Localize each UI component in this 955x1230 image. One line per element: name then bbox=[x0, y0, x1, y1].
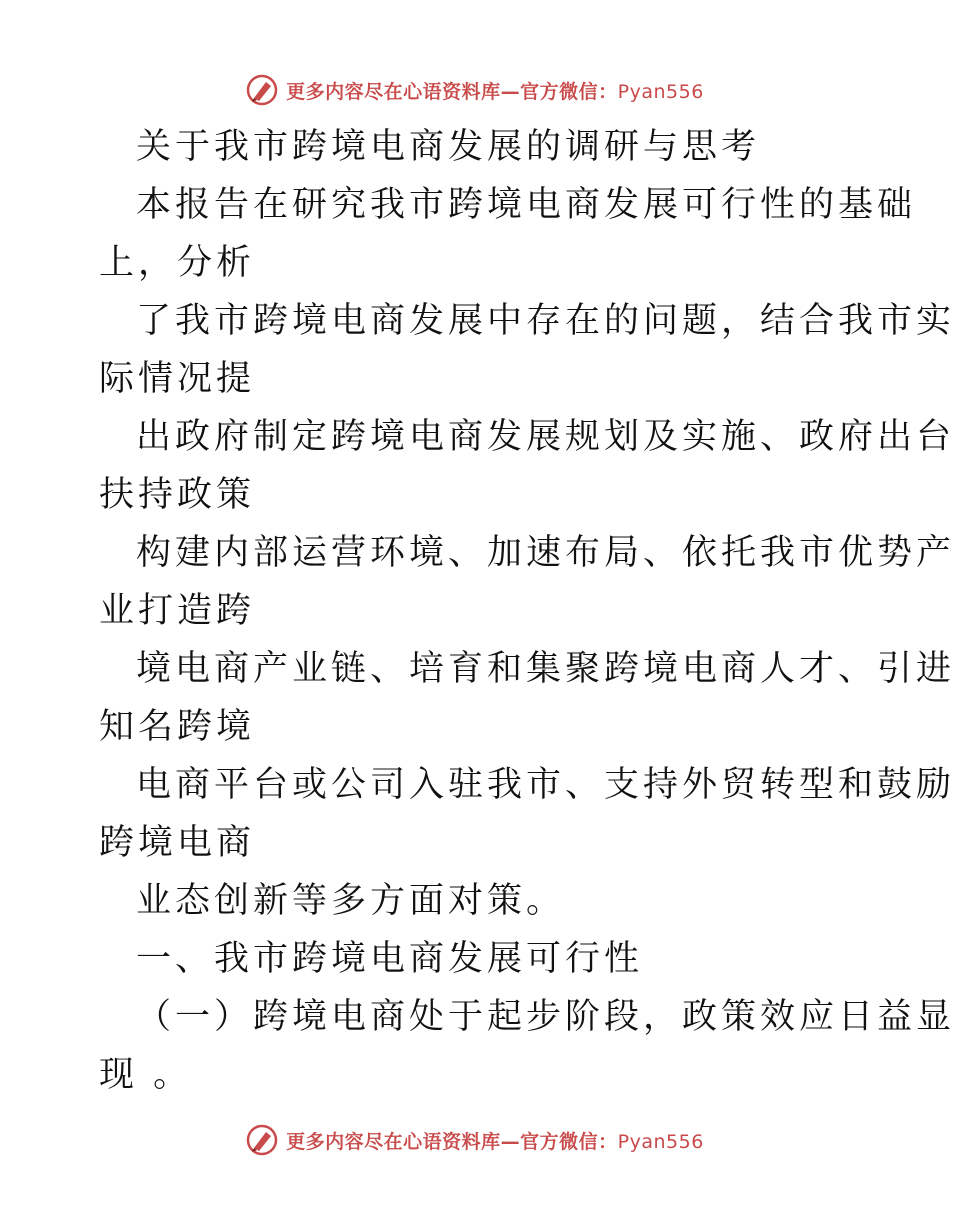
document-line: （一）跨境电商处于起步阶段，政策效应日益显 bbox=[136, 997, 955, 1037]
document-line: 电商平台或公司入驻我市、支持外贸转型和鼓励 bbox=[136, 765, 955, 805]
watermark-text: 更多内容尽在心语资料库—官方微信：Pyan556 bbox=[286, 80, 704, 103]
document-line: 构建内部运营环境、加速布局、依托我市优势产 bbox=[136, 533, 955, 573]
document-line: 出政府制定跨境电商发展规划及实施、政府出台 bbox=[136, 417, 955, 457]
footer-watermark bbox=[0, 1120, 950, 1160]
document-line: 一、我市跨境电商发展可行性 bbox=[136, 939, 644, 979]
document-line: 跨境电商 bbox=[99, 823, 256, 863]
document-line: 本报告在研究我市跨境电商发展可行性的基础 bbox=[136, 185, 917, 225]
header-watermark bbox=[0, 70, 950, 110]
document-line: 境电商产业链、培育和集聚跨境电商人才、引进 bbox=[136, 649, 955, 689]
document-line: 了我市跨境电商发展中存在的问题，结合我市实 bbox=[136, 301, 955, 341]
pen-logo-icon bbox=[246, 74, 278, 106]
pen-logo-icon bbox=[246, 1124, 278, 1156]
document-line: 业态创新等多方面对策。 bbox=[136, 881, 566, 921]
document-line: 现 。 bbox=[99, 1055, 193, 1095]
document-line: 知名跨境 bbox=[99, 707, 256, 747]
document-line: 上，分析 bbox=[99, 243, 256, 283]
document-line: 关于我市跨境电商发展的调研与思考 bbox=[136, 127, 761, 167]
watermark-text: 更多内容尽在心语资料库—官方微信：Pyan556 bbox=[286, 1130, 704, 1153]
document-line: 扶持政策 bbox=[99, 475, 256, 515]
document-line: 际情况提 bbox=[99, 359, 256, 399]
document-body bbox=[99, 118, 955, 1104]
document-line: 业打造跨 bbox=[99, 591, 256, 631]
